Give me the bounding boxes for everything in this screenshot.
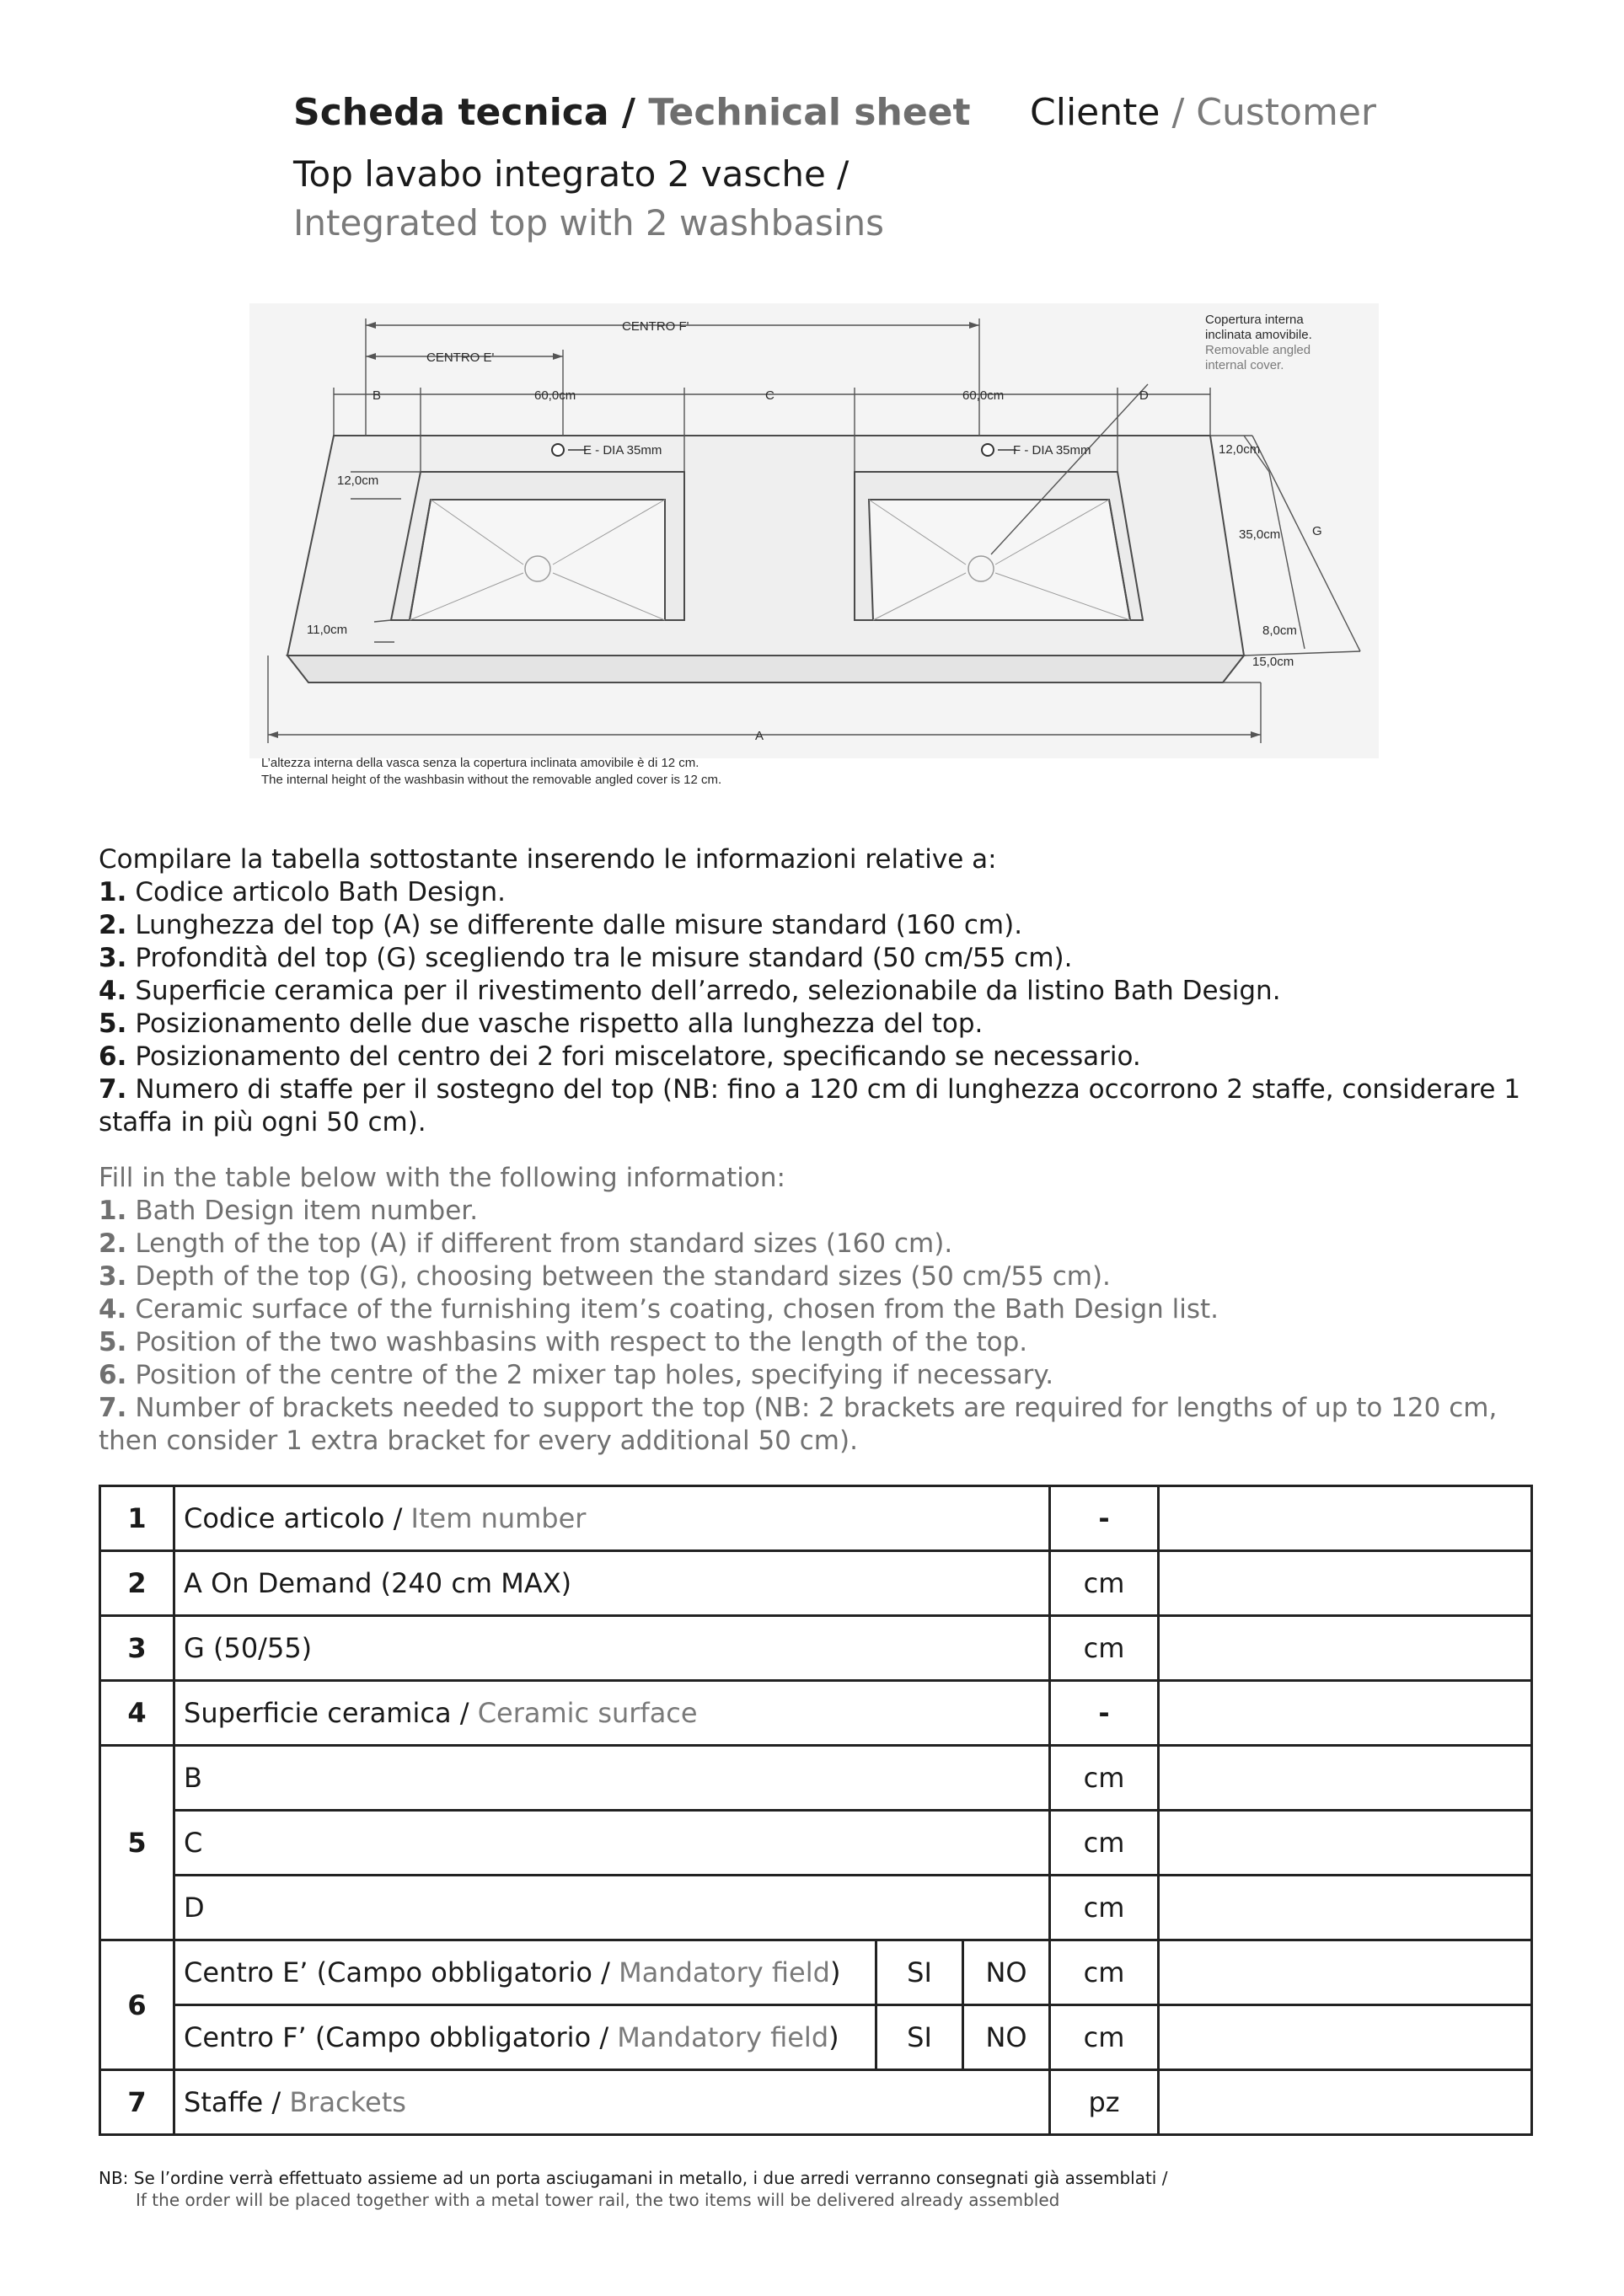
cover-note-en-2: internal cover. (1205, 358, 1284, 372)
item-number: 5. (99, 1009, 127, 1039)
item-text: Position of the centre of the 2 mixer tap holes, specifying if necessary. (135, 1360, 1054, 1390)
d-field[interactable] (1159, 1876, 1532, 1940)
customer-label (1030, 91, 1376, 134)
instructions-en-intro: Fill in the table below with the following information: (99, 1163, 785, 1193)
label-it: Codice articolo (184, 1502, 385, 1534)
unit-cell: - (1050, 1681, 1159, 1746)
table-row (100, 1876, 1532, 1940)
row-label-ceramic-surface (174, 1681, 1050, 1746)
unit-cell: cm (1050, 1551, 1159, 1616)
label-b: B (373, 388, 382, 403)
label-d: D (1139, 388, 1149, 403)
label-it: Centro F’ (Campo obbligatorio / (184, 2021, 618, 2053)
label-hole-e: E - DIA 35mm (583, 443, 662, 458)
height-note-en: The internal height of the washbasin without the removable angled cover is 12 cm. (261, 773, 722, 787)
label-en: Mandatory field (617, 2021, 829, 2053)
label-it: Centro E’ (Campo obbligatorio / (184, 1956, 619, 1988)
instructions-it-item (99, 975, 1531, 1008)
footnote-it: NB: Se l’ordine verrà effettuato assieme ad un porta asciugamani in metallo, i due arredi verranno consegnati già assemblati / (99, 2168, 1168, 2188)
item-number: 5. (99, 1327, 127, 1357)
brackets-field[interactable] (1159, 2070, 1532, 2135)
label-en: Mandatory field (619, 1956, 830, 1988)
c-field[interactable] (1159, 1811, 1532, 1876)
item-number: 3. (99, 1261, 127, 1292)
tap-hole-e (552, 444, 564, 456)
title-it: Scheda tecnica (293, 91, 609, 134)
title-en: Technical sheet (648, 91, 971, 134)
item-number-field[interactable] (1159, 1486, 1532, 1551)
item-text: Numero di staffe per il sostegno del top (NB: fino a 120 cm di lunghezza occorrono 2 staffe, considerare 1 staffa in più ogni 50 cm). (99, 1074, 1521, 1137)
item-number: 4. (99, 1294, 127, 1325)
b-field[interactable] (1159, 1746, 1532, 1811)
depth-g-field[interactable] (1159, 1616, 1532, 1681)
table-row (100, 1746, 1532, 1811)
instructions-italian (99, 843, 1531, 1139)
instructions-en-item (99, 1293, 1531, 1326)
instructions-it-item (99, 909, 1531, 942)
label-dim-8: 8,0cm (1262, 624, 1297, 638)
item-number: 7. (99, 1393, 127, 1423)
table-row (100, 1551, 1532, 1616)
subtitle-en: Integrated top with 2 washbasins (293, 202, 885, 244)
item-text: Superficie ceramica per il rivestimento dell’arredo, selezionabile da listino Bath Design. (135, 976, 1281, 1006)
instructions-en-item (99, 1392, 1531, 1458)
item-text: Position of the two washbasins with respect to the length of the top. (135, 1327, 1028, 1357)
table-row (100, 1616, 1532, 1681)
table-row (100, 2070, 1532, 2135)
subtitle-it: Top lavabo integrato 2 vasche / (293, 153, 850, 195)
row-label-item-number (174, 1486, 1050, 1551)
label-en: Brackets (289, 2086, 406, 2118)
label-close: ) (828, 2021, 839, 2053)
instructions-it-item (99, 876, 1531, 909)
row-label-centro-e (174, 1940, 876, 2005)
table-row (100, 1681, 1532, 1746)
item-number: 6. (99, 1360, 127, 1390)
label-width-left: 60,0cm (534, 388, 576, 403)
tap-hole-f (982, 444, 994, 456)
row-number: 5 (100, 1746, 174, 1940)
label-dim-11: 11,0cm (307, 623, 348, 637)
label-dim-12-left: 12,0cm (337, 474, 379, 488)
label-dim-35: 35,0cm (1239, 527, 1281, 542)
centro-f-field[interactable] (1159, 2005, 1532, 2070)
label-centro-e: CENTRO E' (426, 351, 495, 365)
row-number: 1 (100, 1486, 174, 1551)
item-number: 2. (99, 1228, 127, 1259)
label-dim-12-right: 12,0cm (1219, 442, 1261, 457)
instructions-it-item (99, 1041, 1531, 1073)
item-text: Bath Design item number. (135, 1196, 479, 1226)
label-separator: / (451, 1697, 478, 1729)
label-separator: / (263, 2086, 290, 2118)
instructions-en-item (99, 1260, 1531, 1293)
item-number: 6. (99, 1041, 127, 1072)
item-number: 1. (99, 877, 127, 907)
item-text: Posizionamento delle due vasche rispetto alla lunghezza del top. (135, 1009, 984, 1039)
page-title (293, 91, 971, 134)
row-number: 4 (100, 1681, 174, 1746)
unit-cell: pz (1050, 2070, 1159, 2135)
item-text: Posizionamento del centro dei 2 fori miscelatore, specificando se necessario. (135, 1041, 1141, 1072)
label-separator: / (384, 1502, 411, 1534)
instructions-it-intro: Compilare la tabella sottostante inserendo le informazioni relative a: (99, 844, 997, 875)
row-label-brackets (174, 2070, 1050, 2135)
label-dim-15: 15,0cm (1252, 655, 1294, 669)
instructions-it-item (99, 942, 1531, 975)
customer-en: Customer (1196, 91, 1376, 134)
item-number: 1. (99, 1196, 127, 1226)
table-row (100, 1940, 1532, 2005)
unit-cell: cm (1050, 1746, 1159, 1811)
row-label-d: D (174, 1876, 1050, 1940)
row-label-depth-g: G (50/55) (174, 1616, 1050, 1681)
unit-cell: cm (1050, 1940, 1159, 2005)
centro-e-no-option[interactable]: NO (963, 1940, 1050, 2005)
label-en: Item number (410, 1502, 587, 1534)
row-label-centro-f (174, 2005, 876, 2070)
unit-cell: cm (1050, 1811, 1159, 1876)
unit-cell: cm (1050, 2005, 1159, 2070)
footnote (99, 2167, 1531, 2211)
instructions-en-item (99, 1359, 1531, 1392)
customer-it: Cliente (1030, 91, 1160, 134)
label-en: Ceramic surface (477, 1697, 698, 1729)
row-label-c: C (174, 1811, 1050, 1876)
label-c: C (765, 388, 774, 403)
item-number: 3. (99, 943, 127, 973)
centro-e-si-option[interactable]: SI (876, 1940, 963, 2005)
instructions-en-item (99, 1228, 1531, 1260)
item-text: Length of the top (A) if different from standard sizes (160 cm). (135, 1228, 953, 1259)
item-text: Lunghezza del top (A) se differente dalle misure standard (160 cm). (135, 910, 1023, 940)
footnote-en: If the order will be placed together with a metal tower rail, the two items will be delivered already assembled (136, 2190, 1060, 2210)
height-note-it: L’altezza interna della vasca senza la copertura inclinata amovibile è di 12 cm. (261, 756, 699, 770)
customer-separator: / (1160, 91, 1197, 134)
label-it: Staffe (184, 2086, 264, 2118)
instructions-it-item (99, 1073, 1531, 1139)
unit-cell: cm (1050, 1616, 1159, 1681)
centro-f-si-option[interactable]: SI (876, 2005, 963, 2070)
label-centro-f: CENTRO F' (622, 319, 689, 334)
cover-note-en-1: Removable angled (1205, 343, 1311, 357)
table-row (100, 1811, 1532, 1876)
label-width-right: 60,0cm (962, 388, 1005, 403)
row-number: 6 (100, 1940, 174, 2070)
label-it: Superficie ceramica (184, 1697, 452, 1729)
table-row (100, 2005, 1532, 2070)
label-g: G (1312, 524, 1322, 538)
item-number: 4. (99, 976, 127, 1006)
item-text: Depth of the top (G), choosing between the standard sizes (50 cm/55 cm). (135, 1261, 1111, 1292)
order-form-table (99, 1485, 1533, 2136)
technical-drawing (249, 303, 1379, 809)
item-number: 7. (99, 1074, 127, 1105)
cover-note-it-2: inclinata amovibile. (1205, 328, 1312, 342)
title-separator: / (608, 91, 649, 134)
item-text: Number of brackets needed to support the top (NB: 2 brackets are required for lengths of up to 120 cm, then consider 1 extra bracket for every additional 50 cm). (99, 1393, 1498, 1456)
instructions-en-item (99, 1195, 1531, 1228)
instructions-en-item (99, 1326, 1531, 1359)
label-a: A (755, 729, 764, 743)
centro-f-no-option[interactable]: NO (963, 2005, 1050, 2070)
row-number: 2 (100, 1551, 174, 1616)
item-text: Ceramic surface of the furnishing item’s coating, chosen from the Bath Design list. (135, 1294, 1219, 1325)
unit-cell: - (1050, 1486, 1159, 1551)
length-a-field[interactable] (1159, 1551, 1532, 1616)
label-hole-f: F - DIA 35mm (1013, 443, 1091, 458)
cover-note-it-1: Copertura interna (1205, 313, 1304, 327)
label-close: ) (829, 1956, 841, 1988)
centro-e-field[interactable] (1159, 1940, 1532, 2005)
table-row (100, 1486, 1532, 1551)
ceramic-surface-field[interactable] (1159, 1681, 1532, 1746)
instructions-english (99, 1162, 1531, 1458)
row-label-length-a: A On Demand (240 cm MAX) (174, 1551, 1050, 1616)
left-basin (391, 472, 684, 620)
row-label-b: B (174, 1746, 1050, 1811)
row-number: 3 (100, 1616, 174, 1681)
item-text: Profondità del top (G) scegliendo tra le misure standard (50 cm/55 cm). (135, 943, 1073, 973)
item-number: 2. (99, 910, 127, 940)
unit-cell: cm (1050, 1876, 1159, 1940)
instructions-it-item (99, 1008, 1531, 1041)
item-text: Codice articolo Bath Design. (135, 877, 506, 907)
row-number: 7 (100, 2070, 174, 2135)
